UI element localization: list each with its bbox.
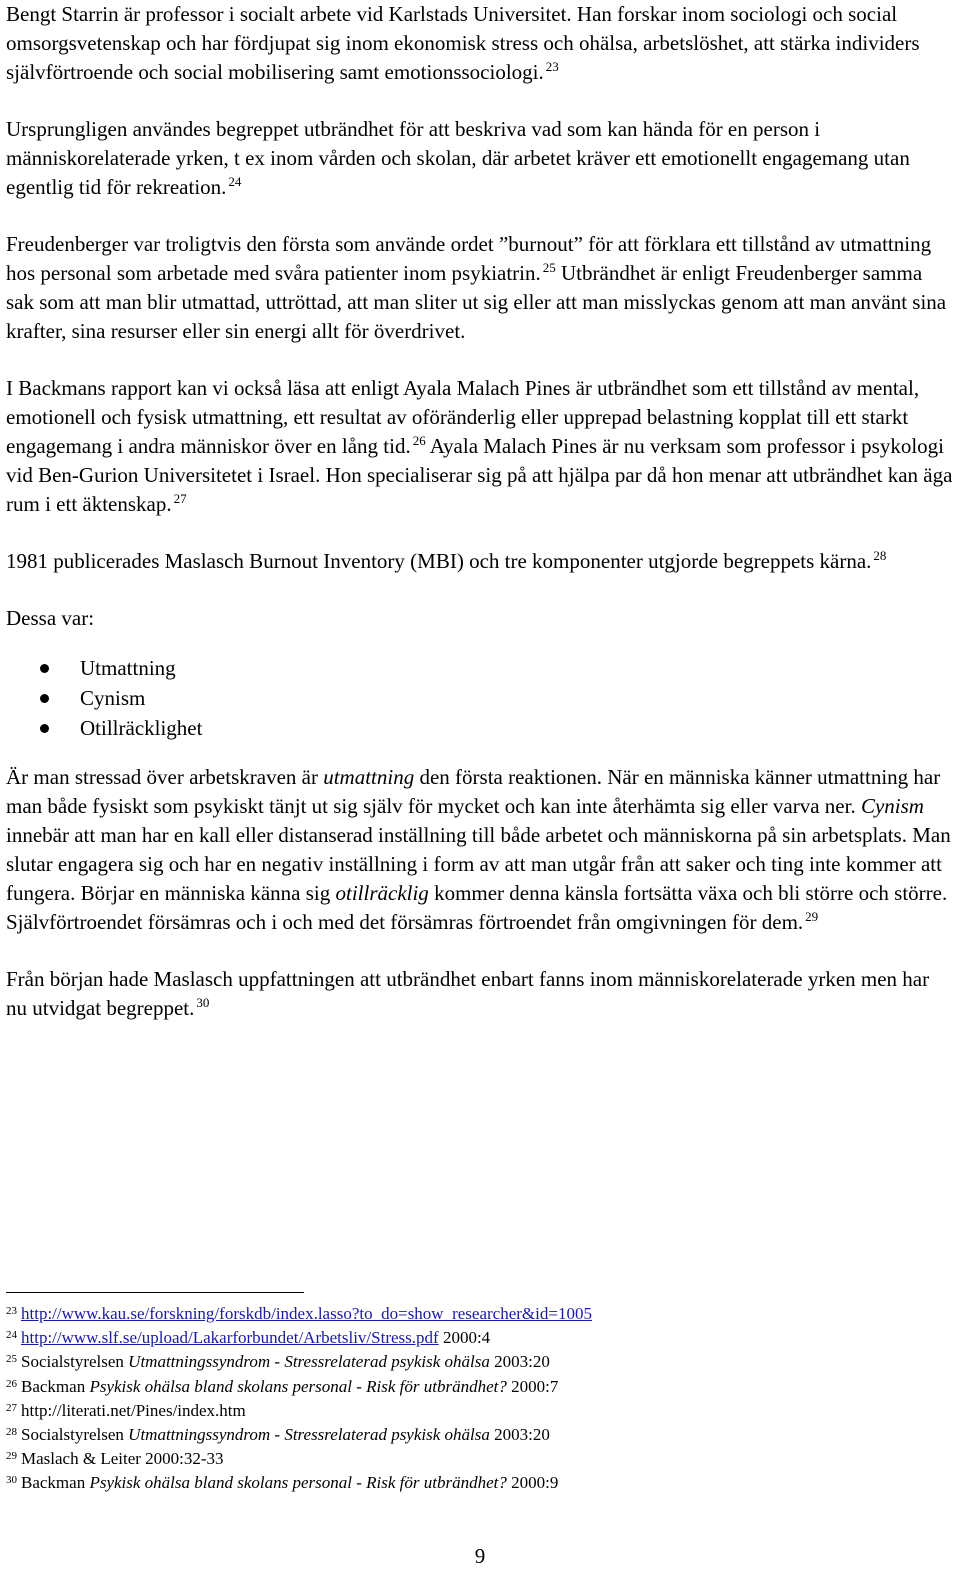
list-item: Utmattning [6,653,954,683]
list-item: Otillräcklighet [6,713,954,743]
list-item: Cynism [6,683,954,713]
body-text [6,0,954,1051]
footnote-24: $^{24}$ http://www.slf.se/upload/Lakarforbundet/Arbetsliv/Stress.pdf 2000:4 [6,1328,491,1348]
paragraph-ursprungligen: Ursprungligen användes begreppet utbrändhet för att beskriva vad som kan hända för en person i människorelaterade yrken, t ex inom vården och skolan, där arbetet kräver ett emotionellt engagemang utan egentlig tid för rekreation. $^{24}$ [6,117,910,199]
footnote-ref-30[interactable]: 30 [196,995,210,1010]
component-list [6,653,954,743]
footnote-25: $^{25}$ Socialstyrelsen Utmattningssyndrom - Stressrelaterad psykisk ohälsa 2003:20 [6,1352,550,1372]
footnote-29: $^{29}$ Maslach & Leiter 2000:32-33 [6,1449,224,1469]
footnote-23: $^{23}$ http://www.kau.se/forskning/forskdb/index.lasso?to_do=show_researcher&id=1005 [6,1304,592,1323]
footnote-ref-29[interactable]: 29 [805,909,819,924]
footnote-ref-25[interactable]: 25 [542,260,556,275]
paragraph-maslasch: Från början hade Maslasch uppfattningen att utbrändhet enbart fanns inom människorelaterade yrken men har nu utvidgat begreppet. $^{30}$ [6,967,930,1020]
footnote-link[interactable]: http://www.slf.se/upload/Lakarforbundet/Arbetsliv/Stress.pdf [21,1328,439,1348]
paragraph-components: Är man stressad över arbetskraven är utmattning den första reaktionen. När en människa känner utmattning har man både fysiskt som psykiskt tänjt ut sig själv för mycket och kan inte återhämta sig eller varva ner. Cynism innebär att man har en kall eller distanserad inställning till både arbetet och människorna på sin arbetsplats. Man slutar engagera sig och har en negativ inställning i form av att man utgår från att saker och ting inte kommer att fungera. Börjar en människa känna sig otillräcklig kommer denna känsla fortsätta växa och bli större och större. Självförtroendet försämras och i och med det försämras förtroendet från omgivningen för dem. $^{29}$ [6,765,951,934]
paragraph-freudenberger: Freudenberger var troligtvis den första som använde ordet ”burnout” för att förklara ett tillstånd av utmattning hos personal som arbetade med svåra patienter inom psykiatrin. $^{25}$ Utbrändhet är enligt Freudenberger samma sak som att man blir utmattad, uttröttad, att man sliter ut sig eller att man misslyckas genom att man använt sina krafter, sina resurser eller sin energi allt för överdrivet. [6,232,947,343]
footnote-26: $^{26}$ Backman Psykisk ohälsa bland skolans personal - Risk för utbrändhet? 2000:7 [6,1376,559,1396]
paragraph-starrin: Bengt Starrin är professor i socialt arbete vid Karlstads Universitet. Han forskar inom sociologi och social omsorgsvetenskap och har fördjupat sig inom ekonomisk stress och ohälsa, arbetslöshet, att stärka individers självförtroende och social mobilisering samt emotionssociologi. $^{23}$ [6,2,920,84]
paragraph-mbi: 1981 publicerades Maslasch Burnout Inventory (MBI) och tre komponenter utgjorde begreppets kärna. $^{28}$ [6,548,887,573]
footnote-link[interactable]: http://www.kau.se/forskning/forskdb/index.lasso?to_do=show_researcher&id=1005 [21,1304,592,1323]
footnote-27: $^{27}$ http://literati.net/Pines/index.htm [6,1400,246,1420]
footnote-ref-28[interactable]: 28 [873,548,887,563]
footnote-divider [6,1292,304,1293]
paragraph-dessa-var: Dessa var: [6,606,95,630]
footnote-ref-23[interactable]: 23 [545,59,559,74]
page-number: 9 [474,1544,486,1568]
footnote-ref-27[interactable]: 27 [173,491,187,506]
footnote-ref-26[interactable]: 26 [412,433,426,448]
footnote-ref-24[interactable]: 24 [228,174,242,189]
footnotes [6,1302,954,1496]
paragraph-backman: I Backmans rapport kan vi också läsa att enligt Ayala Malach Pines är utbrändhet som ett tillstånd av mental, emotionell och fysisk utmattning, ett resultat av oföränderlig eller upprepad belastning kopplat till ett starkt engagemang i andra människor över en lång tid. $^{26}$ Ayala Malach Pines är nu verksam som professor i psykologi vid Ben-Gurion Universitetet i Israel. Hon specialiserar sig på att hjälpa par då hon menar att utbrändhet kan äga rum i ett äktenskap. $^{27}$ [6,376,953,516]
footnote-28: $^{28}$ Socialstyrelsen Utmattningssyndrom - Stressrelaterad psykisk ohälsa 2003:20 [6,1425,550,1445]
footnote-30: $^{30}$ Backman Psykisk ohälsa bland skolans personal - Risk för utbrändhet? 2000:9 [6,1473,559,1493]
